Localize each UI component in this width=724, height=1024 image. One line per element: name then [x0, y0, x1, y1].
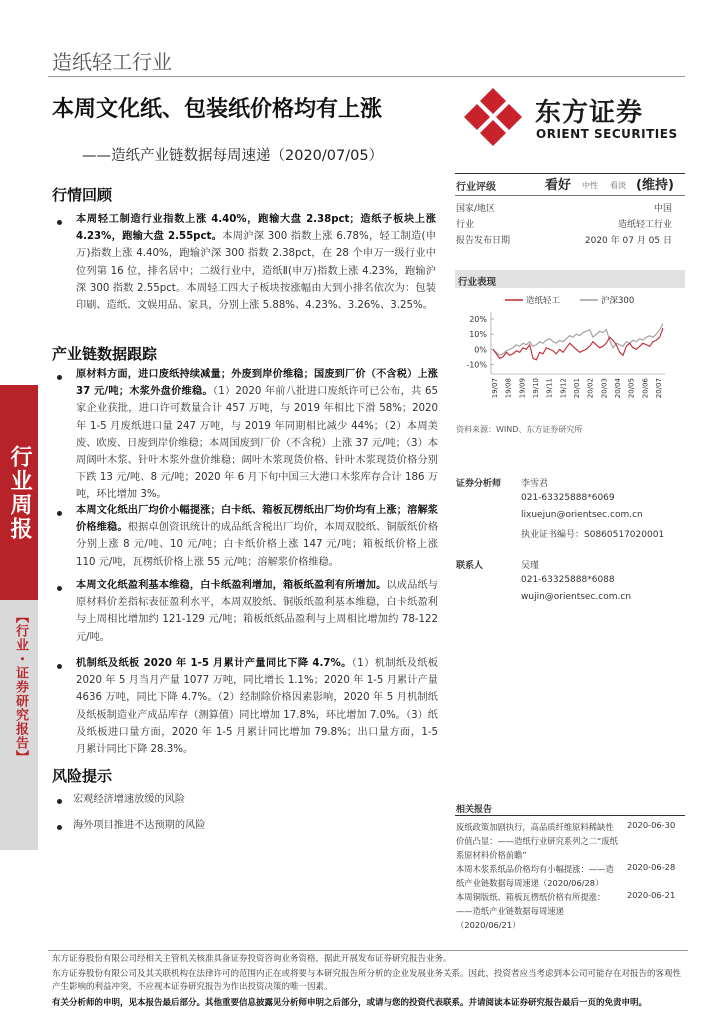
report-title: 本周文化纸、包装纸价格均有上涨	[52, 97, 383, 122]
chain-item-1	[76, 366, 438, 504]
y-tick-label: 10%	[469, 330, 487, 340]
related-item-3-date: 2020-06-21	[627, 890, 676, 900]
info-row-value: 2020 年 07 月 05 日	[584, 236, 672, 246]
info-row-label: 报告发布日期	[456, 236, 511, 246]
x-tick-label: 20/03	[600, 378, 609, 399]
series-line-paper-light	[493, 328, 663, 360]
market-review-bold: 本周轻工制造行业指数上涨 4.40%，跑输大盘 2.38pct；造纸子板块上涨 4.23%，跑输大盘 2.55pct。	[76, 214, 436, 243]
footer-disclaimer: 东方证券股份有限公司及其关联机构在法律许可的范围内正在或将要与本研究报告所分析的企业发展业务关系。因此，投资者应当考虑到本公司可能存在对报告的客观性产生影响的利益冲突，不应视本证券研究报告为作出投资决策的唯一因素。	[52, 969, 682, 992]
section-heading-chain: 产业链数据跟踪	[52, 345, 158, 363]
related-heading: 相关报告	[456, 805, 493, 815]
info-row-label: 行业	[456, 220, 475, 230]
contact-label: 联系人	[456, 561, 484, 571]
contact-email: wujin@orientsec.com.cn	[521, 592, 632, 602]
chain-item-3	[76, 577, 438, 646]
risk-item-1: 宏观经济增速放缓的风险	[73, 794, 186, 805]
legend-label: 造纸轻工	[526, 296, 561, 306]
related-item-3-title[interactable]: 本周铜版纸、箱板瓦楞纸价格有所提涨：——造纸产业链数据每周速递（2020/06/21）	[456, 892, 606, 930]
bullet-dot	[57, 220, 62, 225]
chain-item-1-bold: 原材料方面，进口废纸持续减量；外废到岸价维稳；国废到厂价（不含税）上涨 37 元/吨；木浆外盘价维稳。	[76, 369, 438, 398]
chart-heading: 行业表现	[458, 277, 497, 288]
logo-en-text: ORIENT SECURITIES	[536, 127, 678, 141]
bullet-dot	[57, 799, 62, 804]
rating-keep: (维持)	[636, 178, 674, 193]
chain-item-3-text: 以成品纸与原材料价差指标表征盈利水平，本周双胶纸、铜版纸盈利基本维稳，白卡纸盈利与上周相比增加约 121-129 元/吨；箱板纸纸品盈利与上周相比增加约 78-122 元/吨。	[76, 580, 438, 643]
bullet-dot	[57, 664, 62, 669]
logo-cn-text: 东方证券	[535, 98, 644, 128]
analyst-phone: 021-63325888*6069	[521, 493, 615, 503]
contact-phone: 021-63325888*6088	[521, 575, 615, 585]
bullet-dot	[57, 511, 62, 516]
chain-item-4-bold: 机制纸及纸板 2020 年 1-5 月累计产量同比下降 4.7%。	[76, 658, 352, 669]
footer-license: 东方证券股份有限公司经相关主管机关核准具备证券投资咨询业务资格，据此开展发布证券研究报告业务。	[52, 954, 452, 964]
footer-divider	[48, 950, 688, 951]
bullet-dot	[57, 825, 62, 830]
section-heading-market: 行情回顾	[52, 186, 113, 204]
report-subtitle: ——造纸产业链数据每周速递（2020/07/05）	[82, 148, 384, 164]
industry-performance-chart	[455, 288, 685, 418]
market-review-text: 本周沪深 300 指数上涨 6.78%，轻工制造(申万)指数上涨 4.40%，跑输沪深 300 指数 2.38pct，在 28 个申万一级行业中位列第 16 位，排名居中；二级行业中，造纸Ⅱ(申万)指数上涨 4.23%，跑输沪深 300 指数 2.55pct。本周轻工四大子板块按涨幅由大到小排名依次为：包装印刷、造纸、文娱用品、家具，分别上涨 5.88%、4.23%、3.26%、3.25%。	[76, 231, 437, 312]
info-row-value: 造纸轻工行业	[617, 220, 672, 230]
related-item-1-title[interactable]: 废纸政策加剧执行，高品质纤维原料稀缺性价值凸显：——造纸行业研究系列之二“废纸系原材料价格前瞻”	[456, 822, 618, 860]
report-type-tab	[0, 385, 38, 600]
x-tick-label: 20/01	[573, 378, 581, 399]
chain-item-2-text: 根据卓创资讯统计的成品纸含税出厂均价，本周双胶纸、铜版纸价格分别上涨 8 元/吨、10 元/吨；白卡纸价格上涨 147 元/吨；箱板纸价格上涨 110 元/吨，瓦楞纸价格上涨 55 元/吨；溶解浆价格维稳。	[76, 522, 439, 568]
bullet-dot	[57, 375, 62, 380]
x-tick-label: 19/10	[532, 378, 540, 399]
report-type-label: 行业周报	[7, 445, 32, 541]
x-tick-label: 20/06	[641, 378, 650, 399]
rating-rule	[455, 195, 685, 196]
chain-item-4-text: （1）机制纸及纸板 2020 年 5 月当月产量 1077 万吨，同比增长 1.1%；2020 年 1-5 月累计产量 4636 万吨，同比下降 4.7%。（2）经制除价格因素影响，2020 年 5 月机制纸及纸板制造业产成品库存（测算值）同比增加 17.8%，环比增加 7.0%。（3）纸及纸板进口量方面，2020 年 1-5 月累计同比增加 79.8%；出口量方面，1-5 月累计同比下降 28.3%。	[76, 658, 438, 756]
legend-label: 沪深300	[601, 296, 635, 306]
footer-analyst-statement: 有关分析师的申明，见本报告最后部分。其他重要信息披露见分析师申明之后部分，或请与您的投资代表联系。并请阅读本证券研究报告最后一页的免责申明。	[52, 998, 648, 1008]
contact-name: 吴瑾	[521, 561, 540, 571]
analyst-label: 证券分析师	[456, 479, 502, 489]
bullet-dot	[57, 586, 62, 591]
chain-item-2-bold: 本周文化纸出厂均价小幅提涨；白卡纸、箱板瓦楞纸出厂均价均有上涨；溶解浆价格维稳。	[76, 505, 438, 534]
rating-neutral: 中性	[582, 181, 598, 190]
x-tick-label: 19/12	[559, 378, 568, 399]
y-tick-label: 20%	[469, 315, 487, 325]
chain-item-1-text: （1）2020 年前八批进口废纸许可已公布，共 65 家企业获批，进口许可数量合计 457 万吨，与 2019 年相比下滑 58%；2020 年 1-5 月废纸进口量 247 万吨，与 2019 年同期相比减少 44%；（2）本周美废、欧废、日废到岸价维稳；本周国废到厂价（不含税）上涨 37 元/吨；（3）本周阔叶木浆、针叶木浆外盘价维稳；阔叶木浆现货价格、针叶木浆现货价格分别下跌 13 元/吨、8 元/吨；2020 年 6 月下旬中国三大港口木浆库存合计 186 万吨，环比增加 3%。	[76, 386, 438, 501]
x-tick-label: 19/08	[504, 378, 513, 399]
x-tick-label: 19/09	[518, 378, 527, 399]
x-tick-label: 20/05	[627, 378, 636, 399]
analyst-license: 执业证书编号：S0860517020001	[521, 530, 665, 540]
report-category-label: 【行业・证券研究报告】	[13, 610, 28, 764]
info-row-label: 国家/地区	[456, 204, 496, 214]
section-heading-risk: 风险提示	[52, 767, 113, 785]
x-tick-label: 20/07	[655, 378, 663, 399]
risk-item-2: 海外项目推进不达预期的风险	[73, 820, 206, 831]
chain-item-3-bold: 本周文化纸盈利基本维稳，白卡纸盈利增加，箱板纸盈利有所增加。	[76, 580, 387, 591]
company-logo	[462, 86, 692, 148]
x-tick-label: 20/04	[614, 378, 622, 399]
y-tick-label: -10%	[466, 360, 487, 370]
analyst-name: 李雪君	[521, 479, 549, 489]
info-row-value: 中国	[653, 204, 672, 214]
x-tick-label: 20/02	[586, 378, 595, 399]
x-tick-label: 19/11	[545, 378, 554, 399]
report-category-tab	[0, 600, 38, 850]
related-item-2-title[interactable]: 本周木浆系纸品价格均有小幅提涨：——造纸产业链数据每周速递（2020/06/28）	[456, 864, 614, 888]
related-rule	[455, 815, 685, 816]
y-tick-label: 0%	[474, 345, 487, 355]
industry-label: 造纸轻工行业	[52, 50, 172, 74]
related-item-2-date: 2020-06-28	[627, 862, 676, 872]
x-tick-label: 19/07	[491, 378, 499, 399]
related-item-1-date: 2020-06-30	[627, 820, 676, 830]
orient-logo-icon	[462, 86, 524, 148]
rating-label: 行业评级	[456, 182, 496, 193]
market-review-paragraph	[76, 211, 436, 314]
rating-value: 看好	[545, 178, 572, 193]
chart-source: 资料来源：WIND、东方证券研究所	[456, 425, 583, 434]
analyst-email: lixuejun@orientsec.com.cn	[521, 510, 643, 520]
chain-item-4	[76, 655, 438, 758]
chain-item-2	[76, 502, 438, 571]
rating-bad: 看淡	[610, 181, 626, 190]
header-divider	[48, 76, 685, 77]
